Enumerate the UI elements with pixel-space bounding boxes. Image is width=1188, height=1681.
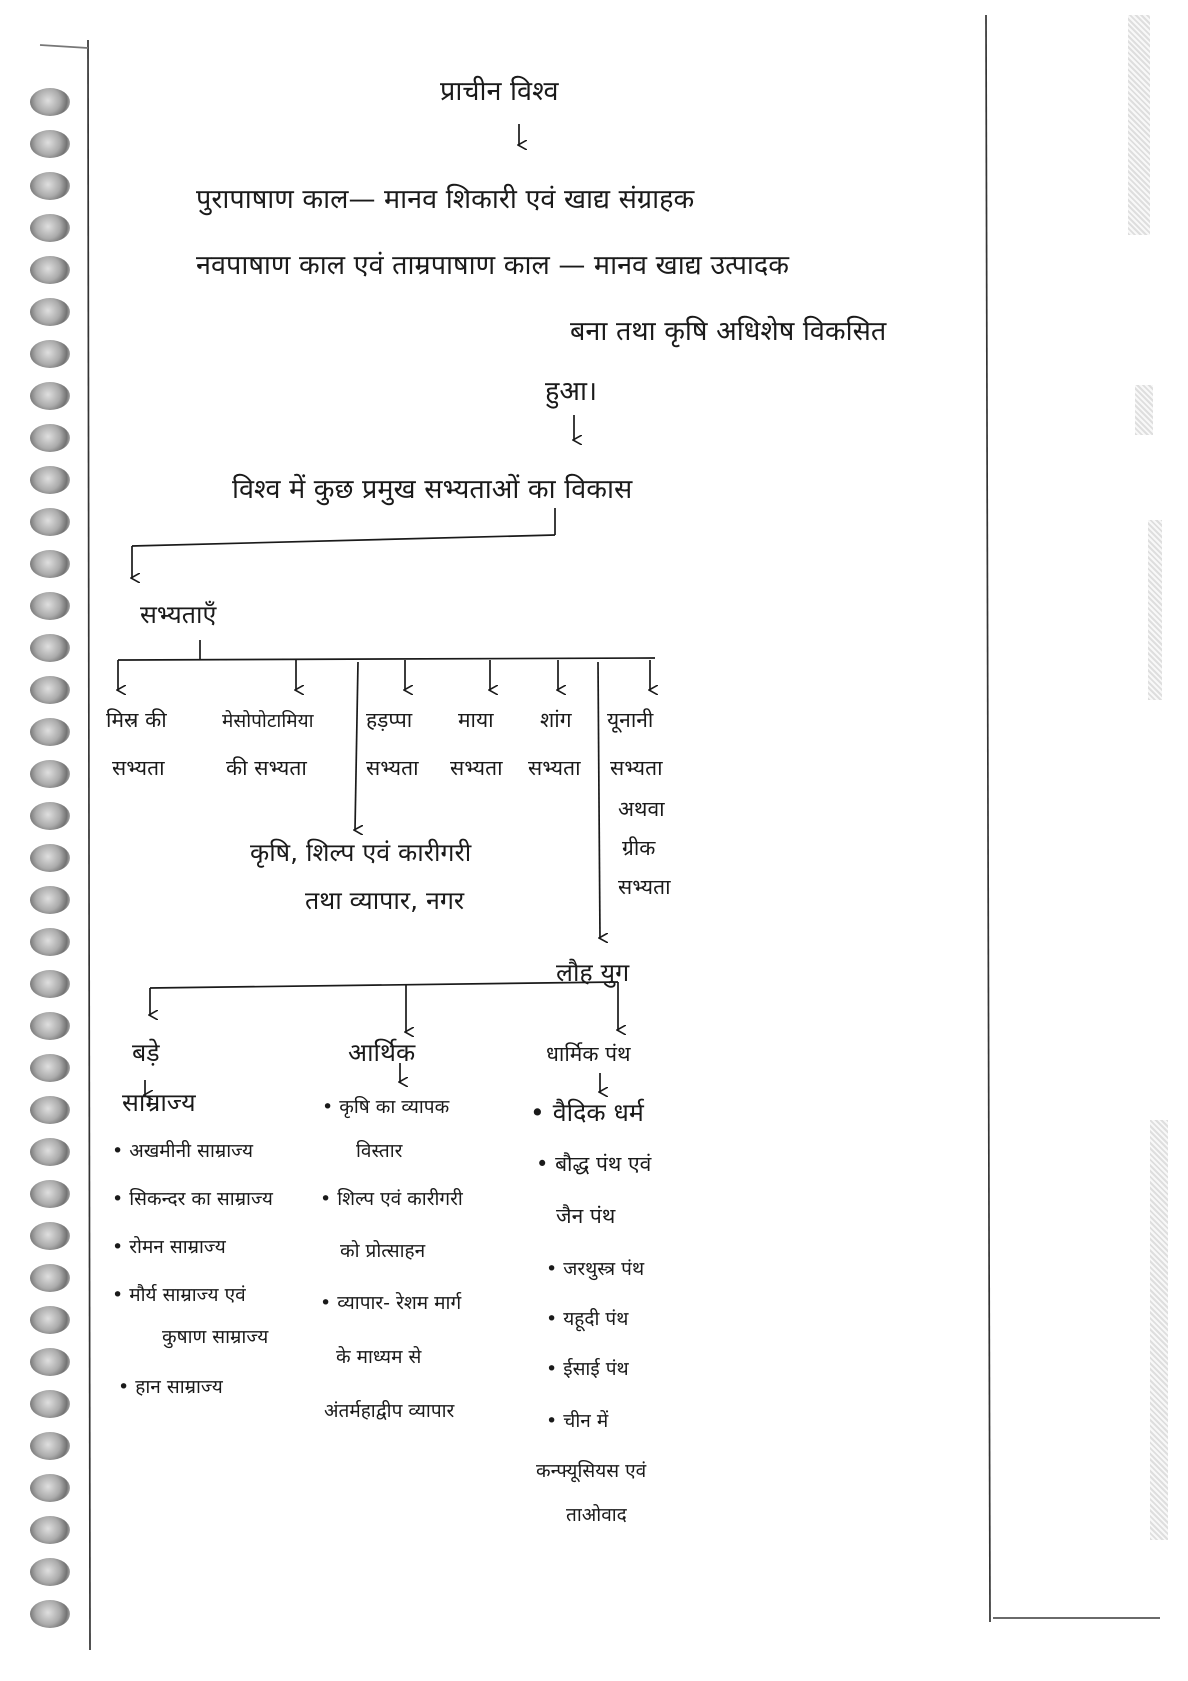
economic-item: • कृषि का व्यापक [322, 1096, 450, 1118]
economic-item-cont: के माध्यम से [336, 1346, 422, 1368]
empire-item: • रोमन साम्राज्य [112, 1236, 226, 1258]
civ-egypt-l2: सभ्यता [112, 756, 165, 780]
empire-item: • अखमीनी साम्राज्य [112, 1140, 254, 1162]
empire-item: • मौर्य साम्राज्य एवं [112, 1284, 246, 1306]
civ-greek-l4: ग्रीक [622, 836, 656, 860]
harappa-note-l2: तथा व्यापार, नगर [305, 886, 465, 915]
religion-item-cont: कन्फ्यूसियस एवं [536, 1460, 647, 1482]
section-heading: विश्व में कुछ प्रमुख सभ्यताओं का विकास [232, 474, 633, 505]
civ-greek-l1: यूनानी [607, 708, 654, 732]
civ-mesopotamia-l1: मेसोपोटामिया [222, 710, 314, 732]
religion-item: • चीन में [546, 1410, 609, 1432]
economic-item: • व्यापार- रेशम मार्ग [320, 1292, 462, 1314]
intro-line-1: पुरापाषाण काल— मानव शिकारी एवं खाद्य संग्राहक [196, 184, 695, 215]
economic-item: • शिल्प एवं कारीगरी [320, 1188, 463, 1210]
civ-harappa-l1: हड़प्पा [366, 708, 413, 732]
civ-egypt-l1: मिस्र की [106, 708, 167, 732]
religion-item: • जरथुस्त्र पंथ [546, 1258, 645, 1280]
civ-greek-l3: अथवा [618, 797, 665, 821]
economic-title: आर्थिक [348, 1038, 416, 1067]
empire-item: • हान साम्राज्य [118, 1376, 223, 1398]
empire-item-cont: कुषाण साम्राज्य [162, 1326, 269, 1348]
iron-age-label: लौह युग [556, 958, 630, 987]
economic-item-cont: विस्तार [356, 1140, 403, 1162]
civ-harappa-l2: सभ्यता [366, 756, 419, 780]
civ-shang-l2: सभ्यता [528, 756, 581, 780]
civ-greek-l5: सभ्यता [618, 875, 671, 899]
civ-mesopotamia-l2: की सभ्यता [226, 756, 307, 780]
page-title: प्राचीन विश्व [440, 76, 559, 107]
intro-line-4: हुआ। [545, 376, 598, 407]
intro-line-3: बना तथा कृषि अधिशेष विकसित [570, 316, 887, 347]
harappa-note-l1: कृषि, शिल्प एवं कारीगरी [250, 838, 472, 867]
economic-item-cont: को प्रोत्साहन [340, 1240, 426, 1262]
religion-item-cont: जैन पंथ [556, 1204, 616, 1228]
empires-title-l1: बड़े [132, 1038, 160, 1067]
religion-item: • ईसाई पंथ [546, 1358, 629, 1380]
religion-item: • वैदिक धर्म [530, 1098, 644, 1127]
religious-title: धार्मिक पंथ [546, 1042, 631, 1066]
economic-item-cont: अंतर्महाद्वीप व्यापार [324, 1400, 455, 1422]
religion-item: • बौद्ध पंथ एवं [536, 1152, 652, 1176]
religion-item: • यहूदी पंथ [546, 1308, 629, 1330]
civilizations-label: सभ्यताएँ [140, 600, 217, 629]
intro-line-2: नवपाषाण काल एवं ताम्रपाषाण काल — मानव खाद्य उत्पादक [196, 250, 789, 281]
empire-item: • सिकन्दर का साम्राज्य [112, 1188, 273, 1210]
civ-maya-l1: माया [458, 708, 494, 732]
civ-greek-l2: सभ्यता [610, 756, 663, 780]
religion-item-cont: ताओवाद [566, 1504, 627, 1526]
civ-shang-l1: शांग [540, 708, 572, 732]
civ-maya-l2: सभ्यता [450, 756, 503, 780]
empires-title-l2: साम्राज्य [122, 1088, 196, 1117]
